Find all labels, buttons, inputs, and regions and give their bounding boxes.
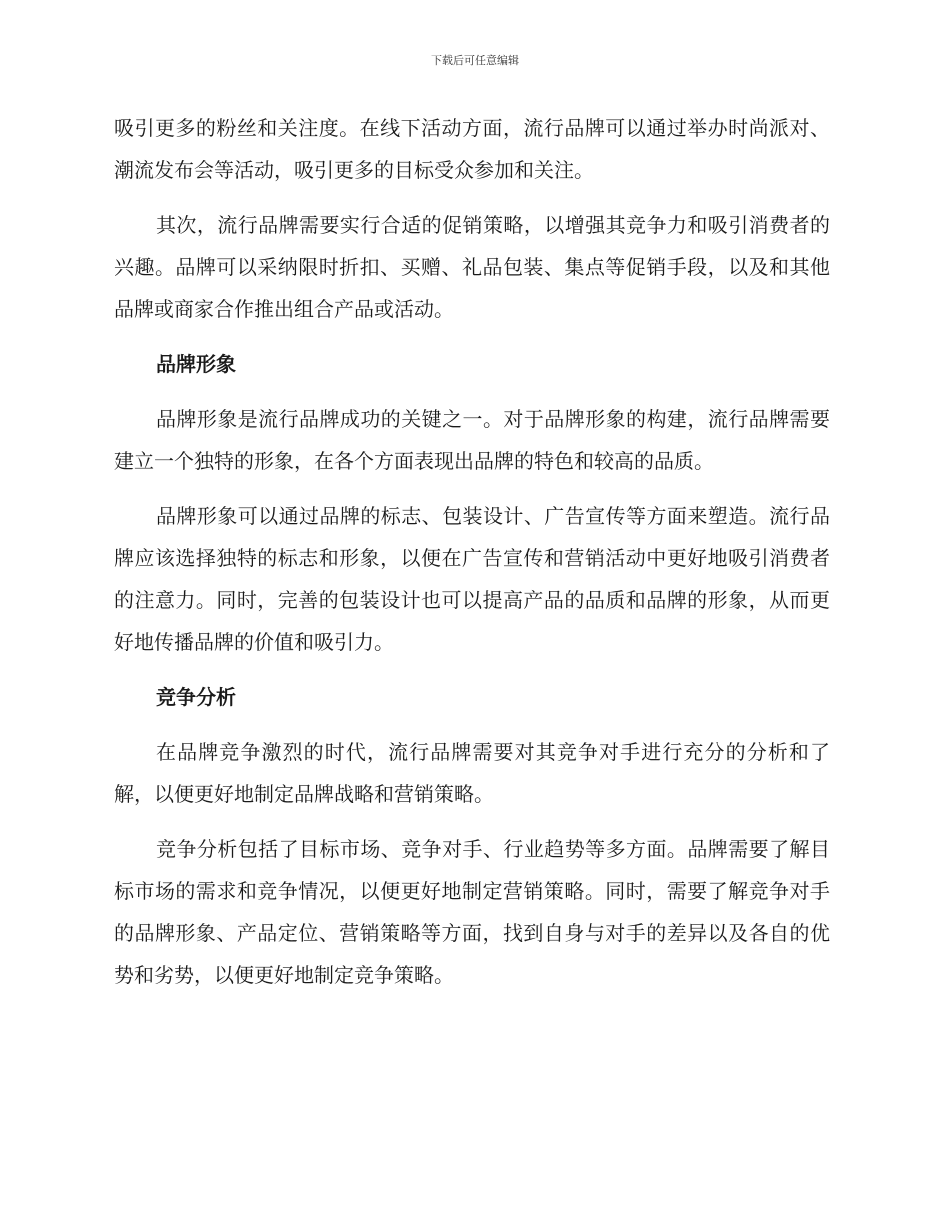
paragraph-competition-detail: 竞争分析包括了目标市场、竞争对手、行业趋势等多方面。品牌需要了解目标市场的需求和竞争情况，以便更好地制定营销策略。同时，需要了解竞争对手的品牌形象、产品定位、营销策略等方面，找到自身与对手的差异以及各自的优势和劣势，以便更好地制定竞争策略。 xyxy=(114,837,830,987)
paragraph-continued: 吸引更多的粉丝和关注度。在线下活动方面，流行品牌可以通过举办时尚派对、潮流发布会等活动，吸引更多的目标受众参加和关注。 xyxy=(114,116,830,182)
document-body xyxy=(114,107,830,1009)
paragraph-brand-image-intro: 品牌形象是流行品牌成功的关键之一。对于品牌形象的构建，流行品牌需要建立一个独特的形象，在各个方面表现出品牌的特色和较高的品质。 xyxy=(114,407,830,473)
section-heading-brand-image: 品牌形象 xyxy=(156,352,236,376)
section-heading-competition-analysis: 竞争分析 xyxy=(156,685,236,709)
paragraph-promotion-strategy: 其次，流行品牌需要实行合适的促销策略，以增强其竞争力和吸引消费者的兴趣。品牌可以采纳限时折扣、买赠、礼品包装、集点等促销手段，以及和其他品牌或商家合作推出组合产品或活动。 xyxy=(114,213,830,321)
paragraph-brand-image-detail: 品牌形象可以通过品牌的标志、包装设计、广告宣传等方面来塑造。流行品牌应该选择独特的标志和形象，以便在广告宣传和营销活动中更好地吸引消费者的注意力。同时，完善的包装设计也可以提高产品的品质和品牌的形象，从而更好地传播品牌的价值和吸引力。 xyxy=(114,504,830,654)
paragraph-competition-intro: 在品牌竞争激烈的时代，流行品牌需要对其竞争对手进行充分的分析和了解，以便更好地制定品牌战略和营销策略。 xyxy=(114,740,830,806)
page-header: 下载后可任意编辑 xyxy=(431,54,519,67)
